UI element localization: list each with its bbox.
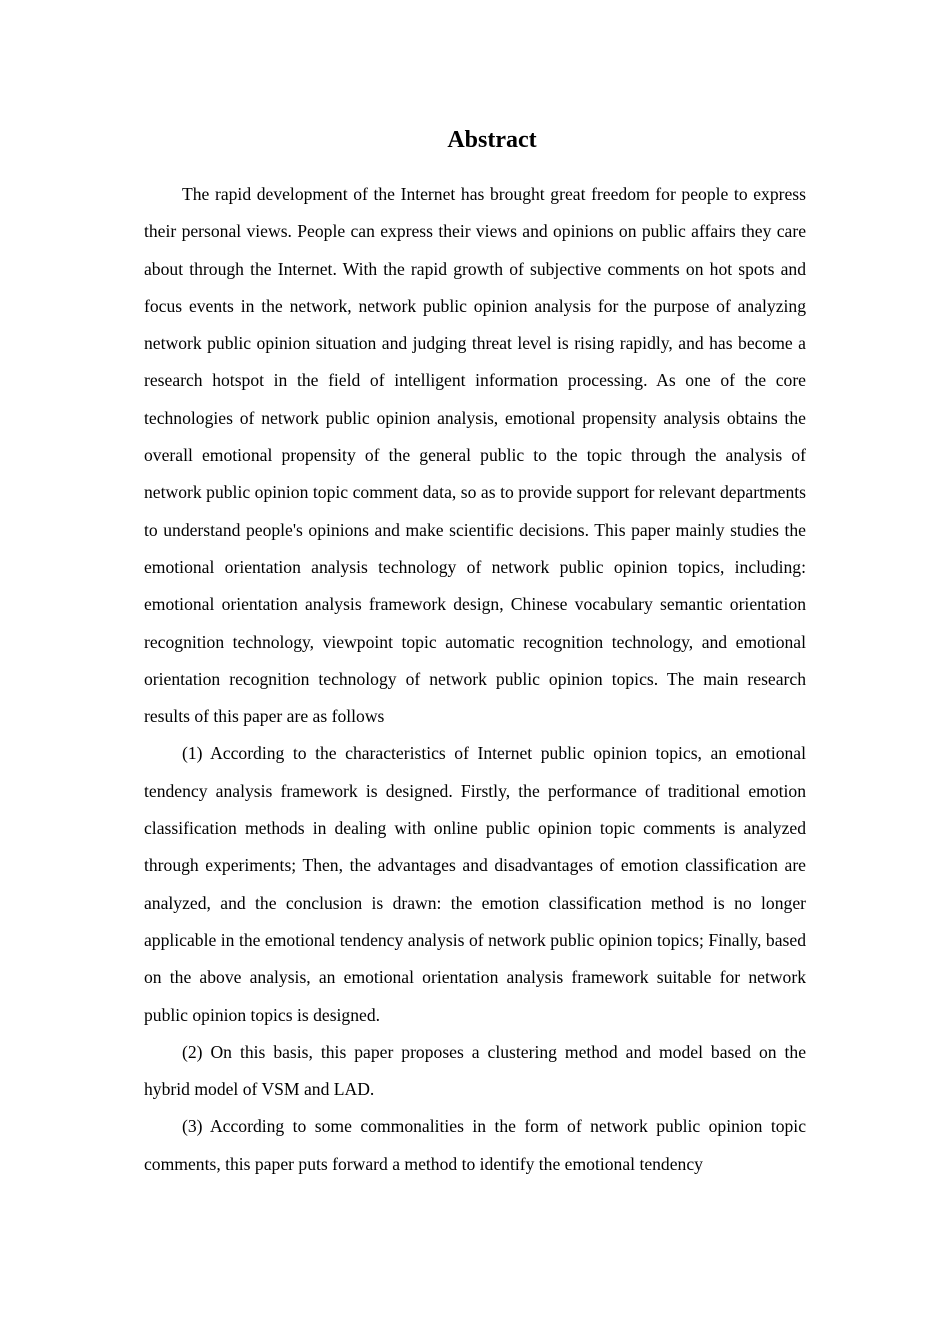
abstract-paragraph-intro: The rapid development of the Internet has brought great freedom for people to express their personal views. People can express their views and opinions on public affairs they care about through the Internet. With the rapid growth of subjective comments on hot spots and focus events in the network, network public opinion analysis for the purpose of analyzing network public opinion situation and judging threat level is rising rapidly, and has become a research hotspot in the field of intelligent information processing. As one of the core technologies of network public opinion analysis, emotional propensity analysis obtains the overall emotional propensity of the general public to the topic through the analysis of network public opinion topic comment data, so as to provide support for relevant departments to understand people's opinions and make scientific decisions. This paper mainly studies the emotional orientation analysis technology of network public opinion topics, including: emotional orientation analysis framework design, Chinese vocabulary semantic orientation recognition technology, viewpoint topic automatic recognition technology, and emotional orientation recognition technology of network public opinion topics. The main research results of this paper are as follows: [144, 184, 806, 727]
abstract-title: Abstract: [447, 127, 537, 153]
abstract-paragraph-result-3: (3) According to some commonalities in the form of network public opinion topic comments, this paper puts forward a method to identify the emotional tendency: [144, 1116, 806, 1174]
abstract-paragraph-result-2: (2) On this basis, this paper proposes a clustering method and model based on the hybrid model of VSM and LAD.: [144, 1041, 806, 1100]
abstract-paragraph-result-1: (1) According to the characteristics of Internet public opinion topics, an emotional tendency analysis framework is designed. Firstly, the performance of traditional emotion classification methods in dealing with online public opinion topic comments is analyzed through experiments; Then, the advantages and disadvantages of emotion classification are analyzed, and the conclusion is drawn: the emotion classification method is no longer applicable in the emotional tendency analysis of network public opinion topics; Finally, based on the above analysis, an emotional orientation analysis framework suitable for network public opinion topics is designed.: [144, 743, 806, 1025]
document-body: [144, 124, 806, 1183]
